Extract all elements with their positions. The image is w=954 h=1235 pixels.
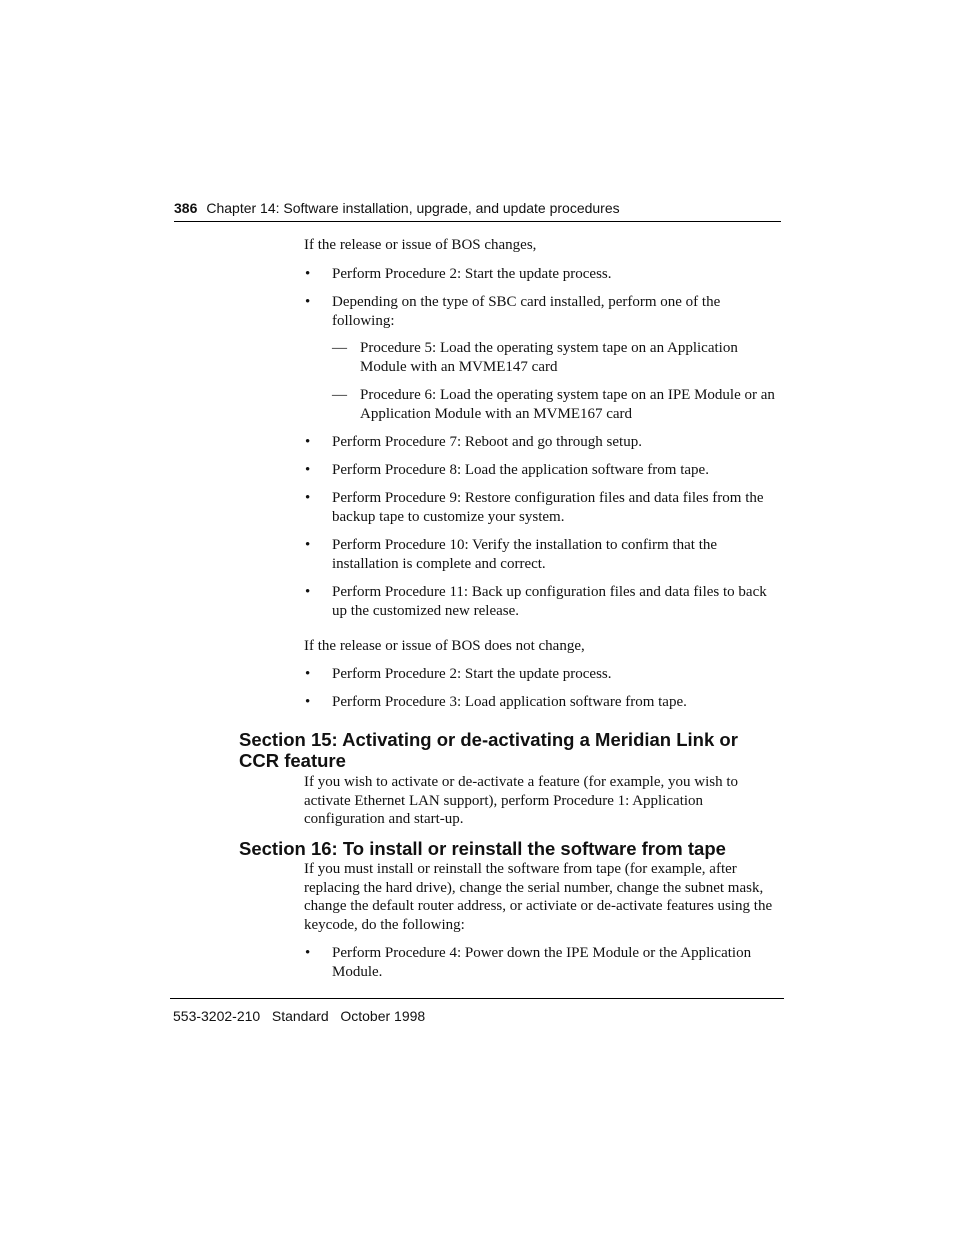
- bullet-marker: •: [305, 490, 311, 506]
- list-item-text: Perform Procedure 2: Start the update process.: [332, 266, 612, 282]
- bullet-marker: •: [305, 537, 311, 553]
- list-item-text: Perform Procedure 10: Verify the installation to confirm that the installation is complete and correct.: [332, 537, 718, 572]
- section-body: If you wish to activate or de-activate a feature (for example, you wish to activate Ethernet LAN support), perform Procedure 1: Application configuration and start-up.: [304, 774, 738, 828]
- page-number: 386: [174, 200, 198, 216]
- document-date: October 1998: [340, 1008, 426, 1024]
- list-item-text: Perform Procedure 8: Load the application software from tape.: [332, 462, 709, 478]
- document-status: Standard: [271, 1008, 329, 1024]
- sub-list-item-text: Procedure 5: Load the operating system tape on an Application Module with an MVME147 card: [360, 340, 738, 375]
- section-body: If you must install or reinstall the software from tape (for example, after replacing the hard drive), change the serial number, change the subnet mask, change the default router address, or activiate or de-activate features using the keycode, do the following:: [304, 861, 773, 933]
- bullet-marker: •: [305, 294, 311, 310]
- bullet-marker: •: [305, 666, 311, 682]
- dash-marker: —: [332, 340, 347, 356]
- bullet-marker: •: [305, 462, 311, 478]
- list-item-text: Perform Procedure 3: Load application software from tape.: [332, 694, 687, 710]
- list-item-text: Perform Procedure 7: Reboot and go through setup.: [332, 434, 642, 450]
- dash-marker: —: [332, 387, 347, 403]
- chapter-title: Chapter 14: Software installation, upgrade, and update procedures: [206, 200, 620, 216]
- section-heading: Section 16: To install or reinstall the software from tape: [239, 838, 726, 859]
- intro-paragraph: If the release or issue of BOS does not change,: [304, 638, 585, 654]
- bullet-marker: •: [305, 266, 311, 282]
- document-number: 553-3202-210: [173, 1008, 261, 1024]
- bullet-marker: •: [305, 945, 311, 961]
- list-item-text: Perform Procedure 2: Start the update process.: [332, 666, 612, 682]
- running-header: [174, 199, 780, 217]
- list-item-text: Perform Procedure 9: Restore configuration files and data files from the backup tape to customize your system.: [332, 490, 764, 525]
- list-item-text: Perform Procedure 11: Back up configuration files and data files to back up the customized new release.: [332, 584, 767, 619]
- intro-paragraph: If the release or issue of BOS changes,: [304, 237, 537, 253]
- bullet-marker: •: [305, 584, 311, 600]
- list-item-text: Perform Procedure 4: Power down the IPE Module or the Application Module.: [332, 945, 752, 980]
- sub-list-item-text: Procedure 6: Load the operating system tape on an IPE Module or an Application Module with an MVME167 card: [360, 387, 775, 422]
- page-footer: [173, 1007, 425, 1025]
- section-heading: Section 15: Activating or de-activating a Meridian Link or CCR feature: [239, 729, 738, 771]
- list-item-text: Depending on the type of SBC card installed, perform one of the following:: [332, 294, 721, 329]
- header-rule: [174, 221, 781, 222]
- bullet-marker: •: [305, 434, 311, 450]
- footer-rule: [170, 998, 784, 999]
- bullet-marker: •: [305, 694, 311, 710]
